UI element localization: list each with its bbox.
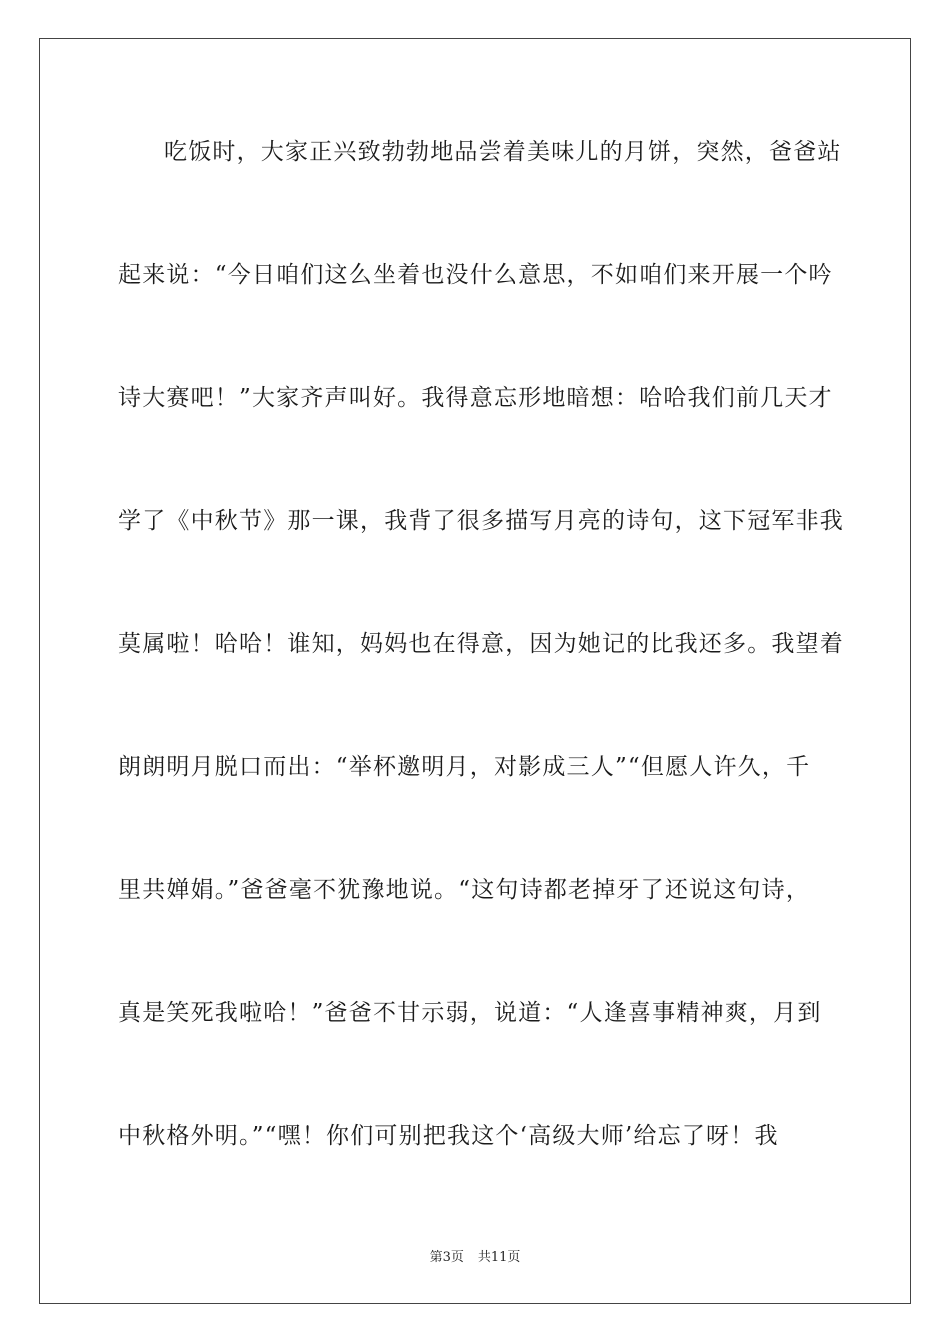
text-line-8: 真是笑死我啦哈！”爸爸不甘示弱，说道：“人逢喜事精神爽，月到: [118, 1000, 822, 1026]
text-line-5: 莫属啦！哈哈！谁知，妈妈也在得意，因为她记的比我还多。我望着: [118, 631, 844, 657]
document-body: [118, 126, 844, 1233]
page-total: 共11页: [477, 1250, 521, 1265]
page-number: 第3页: [429, 1250, 464, 1265]
text-line-3: 诗大赛吧！”大家齐声叫好。我得意忘形地暗想：哈哈我们前几天才: [118, 385, 833, 411]
page-footer: [0, 1246, 950, 1265]
text-line-4: 学了《中秋节》那一课，我背了很多描写月亮的诗句，这下冠军非我: [118, 508, 844, 534]
text-line-1: 吃饭时，大家正兴致勃勃地品尝着美味儿的月饼，突然，爸爸站: [164, 139, 842, 165]
text-line-9: 中秋格外明。”“嘿！你们可别把我这个‘高级大师’给忘了呀！我: [118, 1123, 779, 1149]
text-line-6: 朗朗明月脱口而出：“举杯邀明月，对影成三人”“但愿人许久，千: [118, 754, 811, 780]
text-line-2: 起来说：“今日咱们这么坐着也没什么意思，不如咱们来开展一个吟: [118, 262, 833, 288]
text-line-7: 里共婵娟。”爸爸毫不犹豫地说。“这句诗都老掉牙了还说这句诗，: [118, 877, 811, 903]
